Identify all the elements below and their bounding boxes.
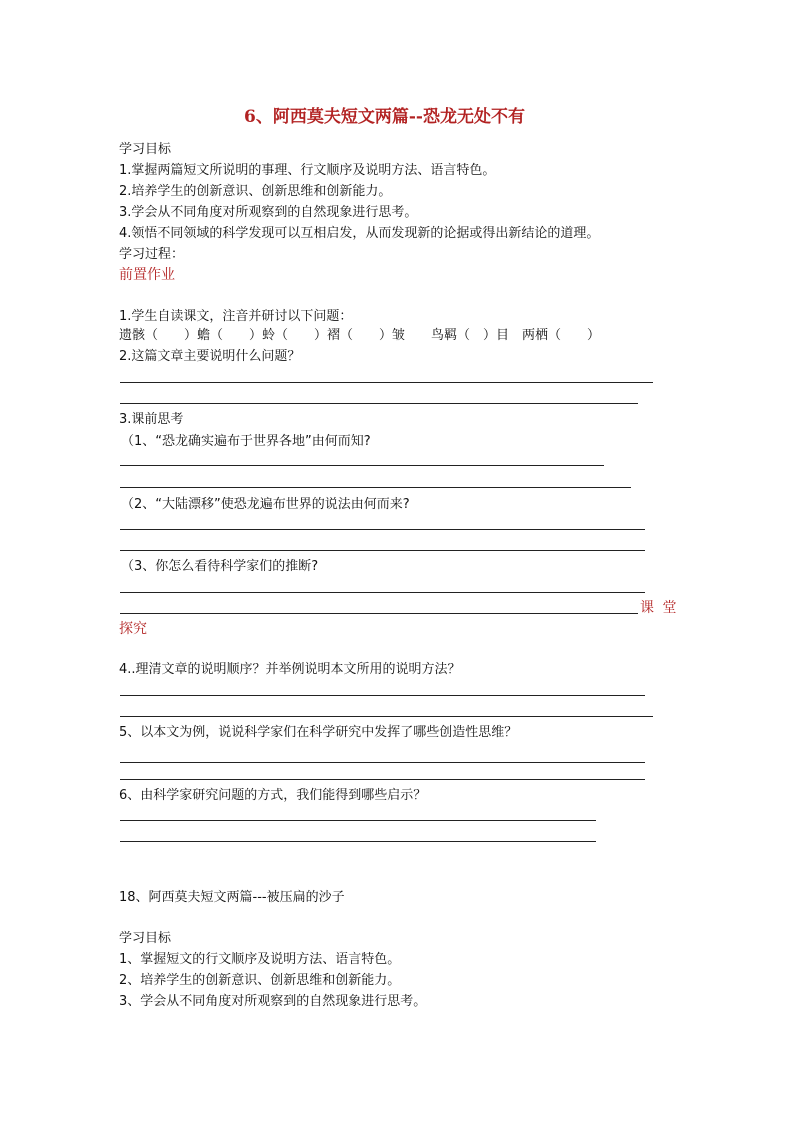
- page-title: 6、阿西莫夫短文两篇--恐龙无处不有: [244, 107, 525, 127]
- answer-line[interactable]: [120, 465, 604, 466]
- answer-line[interactable]: [120, 529, 645, 530]
- question-1: 1.学生自读课文，注音并研讨以下问题：: [119, 309, 353, 324]
- objective-item: 1.掌握两篇短文所说明的事理、行文顺序及说明方法、语言特色。: [119, 163, 496, 178]
- answer-line[interactable]: [120, 487, 631, 488]
- question-2: 2.这篇文章主要说明什么问题？: [119, 349, 301, 364]
- question-3: 3.课前思考: [119, 412, 184, 427]
- objectives-heading: 学习目标: [119, 142, 172, 157]
- answer-line[interactable]: [120, 716, 653, 717]
- answer-line[interactable]: [120, 550, 645, 551]
- question-3-2: （2、“大陆漂移”使恐龙遍布世界的说法由何而来?: [121, 497, 410, 512]
- class-heading: 课 堂: [640, 600, 679, 616]
- question-6: 6、由科学家研究问题的方式，我们能得到哪些启示？: [119, 788, 427, 803]
- answer-line[interactable]: [120, 613, 638, 614]
- pinyin-row: 遗骸（ ）蟾（ ）蛉（ ）褶（ ）皱 鸟羁（ ）目 两栖（ ）: [119, 328, 601, 343]
- question-3-1: （1、“恐龙确实遍布于世界各地”由何而知?: [121, 434, 371, 449]
- class-heading-continued: 探究: [119, 621, 147, 637]
- section-2-objective-item: 3、学会从不同角度对所观察到的自然现象进行思考。: [119, 994, 427, 1009]
- objective-item: 3.学会从不同角度对所观察到的自然现象进行思考。: [119, 205, 418, 220]
- section-2-objectives-heading: 学习目标: [119, 931, 172, 946]
- answer-line[interactable]: [120, 403, 638, 404]
- objective-item: 4.领悟不同领域的科学发现可以互相启发，从而发现新的论据或得出新结论的道理。: [119, 226, 600, 241]
- answer-line[interactable]: [120, 820, 596, 821]
- process-heading: 学习过程：: [119, 247, 185, 262]
- section-2-objective-item: 2、培养学生的创新意识、创新思维和创新能力。: [119, 973, 401, 988]
- objective-item: 2.培养学生的创新意识、创新思维和创新能力。: [119, 184, 392, 199]
- question-5: 5、以本文为例，说说科学家们在科学研究中发挥了哪些创造性思维？: [119, 725, 518, 740]
- answer-line[interactable]: [120, 695, 645, 696]
- section-2-objective-item: 1、掌握短文的行文顺序及说明方法、语言特色。: [119, 952, 401, 967]
- answer-line[interactable]: [120, 841, 596, 842]
- preview-heading: 前置作业: [119, 267, 175, 283]
- answer-line[interactable]: [120, 762, 645, 763]
- question-4: 4..理清文章的说明顺序？并举例说明本文所用的说明方法？: [119, 662, 461, 677]
- answer-line[interactable]: [120, 592, 645, 593]
- answer-line[interactable]: [120, 382, 653, 383]
- question-3-3: （3、你怎么看待科学家们的推断?: [121, 559, 319, 574]
- section-2-title: 18、阿西莫夫短文两篇---被压扁的沙子: [119, 890, 345, 905]
- answer-line[interactable]: [120, 779, 645, 780]
